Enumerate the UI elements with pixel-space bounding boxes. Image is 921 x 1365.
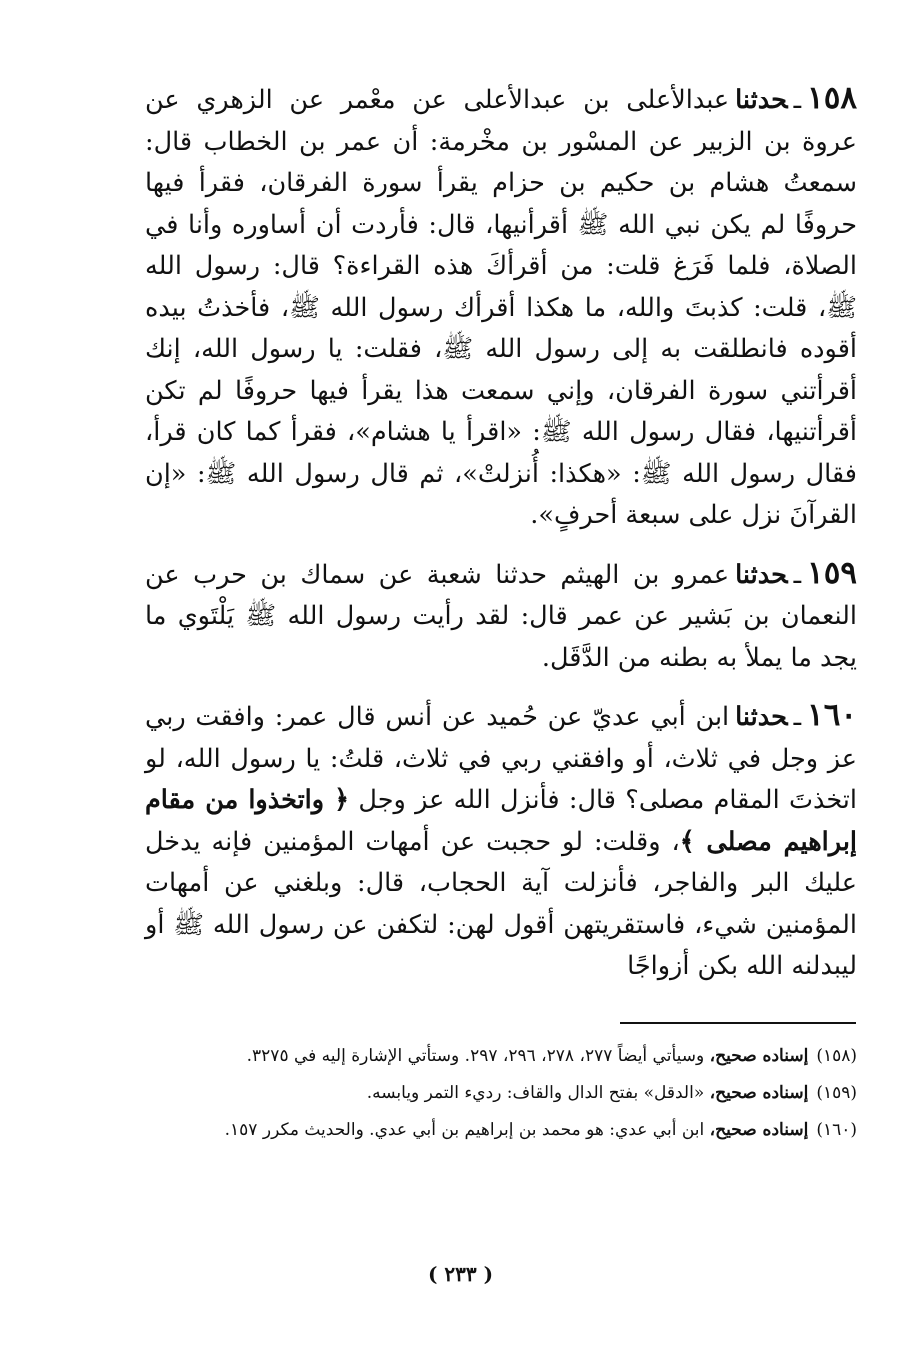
hadith-number: ١٦٠ — [807, 697, 857, 733]
main-text — [145, 78, 857, 1004]
footnotes — [145, 1040, 857, 1151]
hadith-number: ١٥٩ — [807, 554, 857, 591]
hadith-lead-word: حدثنا — [735, 559, 788, 590]
footnote-text: «الدقل» بفتح الدال والقاف: رديء التمر ويابسه. — [366, 1083, 705, 1103]
hadith-number: ١٥٨ — [807, 80, 857, 116]
hadith-text-before: ابن أبي عديّ عن حُميد عن أنس قال عمر: وافقت ربي عز وجل في ثلاث، أو وافقني ربي في ثلاث، قلتُ: يا رسول الله، لو اتخذتَ المقام مصلى؟ قال: فأنزل الله عز وجل — [145, 702, 857, 815]
page-number: ( ٢٣٣ ) — [427, 1262, 494, 1286]
hadith-text: عبدالأعلى بن عبدالأعلى عن معْمر عن الزهري عن عروة بن الزبير عن المسْور بن مخْرمة: أن عمر بن الخطاب قال: سمعتُ هشام بن حكيم بن حزام يقرأ سورة الفرقان، فقرأ فيها حروفًا لم يكن نبي الله ﷺ أقرأنيها، قال: فأردت أن أساوره وأنا في الصلاة، فلما فَرَغ قلت: من أقرأكَ هذه القراءة؟ قال: رسول الله ﷺ، قلت: كذبتَ والله، ما هكذا أقرأك رسول الله ﷺ، فأخذتُ بيده أقوده فانطلقت به إلى رسول الله ﷺ، فقلت: يا رسول الله، إنك أقرأتني سورة الفرقان، وإني سمعت هذا يقرأ فيها حروفًا لم تكن أقرأتنيها، فقال رسول الله ﷺ: «اقرأ يا هشام»، فقرأ كما كان قرأ، فقال رسول الله ﷺ: «هكذا: أُنزلتْ»، ثم قال رسول الله ﷺ: «إن القرآنَ نزل على سبعة أحرفٍ». — [145, 85, 857, 530]
footnote-number: (١٥٨) — [816, 1046, 857, 1066]
footnote-grade: إسناده صحيح، — [709, 1046, 809, 1066]
footnote-160 — [145, 1114, 857, 1147]
quran-verse: ﴿ واتخذوا من مقام إبراهيم مصلى ﴾ — [145, 785, 857, 857]
footnote-158 — [145, 1040, 857, 1073]
footnote-159 — [145, 1077, 857, 1110]
footnote-grade: إسناده صحيح، — [709, 1083, 809, 1103]
footnote-divider — [620, 1022, 856, 1024]
hadith-text: عمرو بن الهيثم حدثنا شعبة عن سماك بن حرب عن النعمان بن بَشير عن عمر قال: لقد رأيت رسول الله ﷺ يَلْتَوي ما يجد ما يملأ به بطنه من الدَّقَل. — [145, 559, 857, 673]
hadith-160: ١٦٠ـحدثناابن أبي عديّ عن حُميد عن أنس قال عمر: وافقت ربي عز وجل في ثلاث، أو وافقني ربي في ثلاث، قلتُ: يا رسول الله، لو اتخذتَ المقام مصلى؟ قال: فأنزل الله عز وجل ﴿ واتخذوا من مقام إبراهيم مصلى ﴾، وقلت: لو حجبت عن أمهات المؤمنين فإنه يدخل عليك البر والفاجر، فأنزلت آية الحجاب، قال: وبلغني عن أمهات المؤمنين شيء، فاستقريتهن أقول لهن: لتكفن عن رسول الله ﷺ أو ليبدلنه الله بكن أزواجًا — [145, 697, 857, 981]
footnote-text: وسيأتي أيضاً ٢٧٧، ٢٧٨، ٢٩٦، ٢٩٧. وستأتي الإشارة إليه في ٣٢٧٥. — [246, 1046, 705, 1066]
hadith-text-after: ، وقلت: لو حجبت عن أمهات المؤمنين فإنه يدخل عليك البر والفاجر، فأنزلت آية الحجاب، قال: وبلغني عن أمهات المؤمنين شيء، فاستقريتهن أقول لهن: لتكفن عن رسول الله ﷺ أو ليبدلنه الله بكن أزواجًا — [145, 826, 857, 981]
hadith-lead-word: حدثنا — [735, 85, 788, 115]
footnote-grade: إسناده صحيح، — [709, 1120, 809, 1140]
hadith-158: ١٥٨ـحدثناعبدالأعلى بن عبدالأعلى عن معْمر عن الزهري عن عروة بن الزبير عن المسْور بن مخْرمة: أن عمر بن الخطاب قال: سمعتُ هشام بن حكيم بن حزام يقرأ سورة الفرقان، فقرأ فيها حروفًا لم يكن نبي الله ﷺ أقرأنيها، قال: فأردت أن أساوره وأنا في الصلاة، فلما فَرَغ قلت: من أقرأكَ هذه القراءة؟ قال: رسول الله ﷺ، قلت: كذبتَ والله، ما هكذا أقرأك رسول الله ﷺ، فأخذتُ بيده أقوده فانطلقت به إلى رسول الله ﷺ، فقلت: يا رسول الله، إنك أقرأتني سورة الفرقان، وإني سمعت هذا يقرأ فيها حروفًا لم تكن أقرأتنيها، فقال رسول الله ﷺ: «اقرأ يا هشام»، فقرأ كما كان قرأ، فقال رسول الله ﷺ: «هكذا: أُنزلتْ»، ثم قال رسول الله ﷺ: «إن القرآنَ نزل على سبعة أحرفٍ». — [145, 80, 857, 530]
footnote-number: (١٦٠) — [816, 1120, 857, 1140]
footnote-number: (١٥٩) — [816, 1083, 857, 1103]
hadith-159: ١٥٩ـحدثناعمرو بن الهيثم حدثنا شعبة عن سماك بن حرب عن النعمان بن بَشير عن عمر قال: لقد رأيت رسول الله ﷺ يَلْتَوي ما يجد ما يملأ به بطنه من الدَّقَل. — [145, 554, 857, 673]
footnote-text: ابن أبي عدي: هو محمد بن إبراهيم بن أبي عدي. والحديث مكرر ١٥٧. — [224, 1120, 705, 1140]
hadith-lead-word: حدثنا — [735, 702, 788, 732]
